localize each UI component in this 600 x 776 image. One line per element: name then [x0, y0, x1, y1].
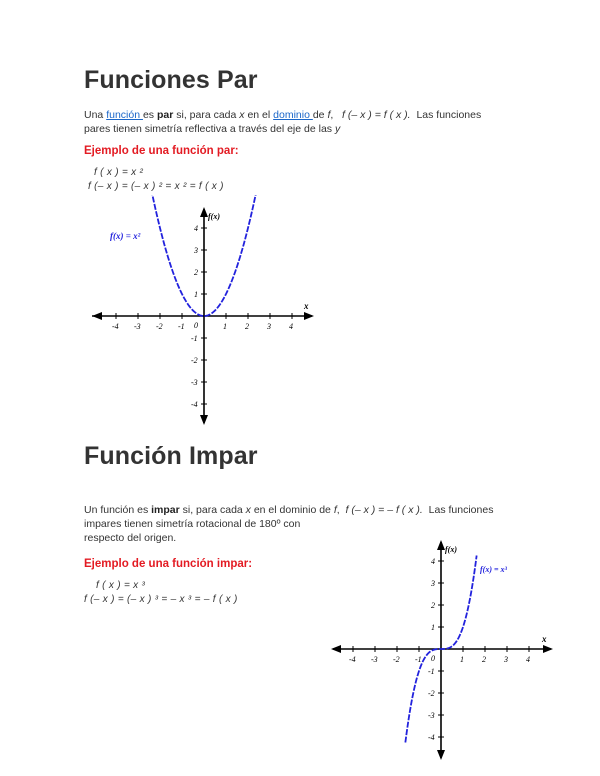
text: ,	[330, 109, 343, 121]
y-axis-arrow-up	[437, 540, 445, 550]
text: Las funciones	[410, 109, 482, 121]
inline-formula-even: f (– x ) = f ( x ).	[342, 109, 411, 121]
graph-even-function	[80, 195, 330, 430]
x-tick-label: -1	[178, 322, 185, 331]
example-title-even: Ejemplo de una función par:	[84, 145, 239, 157]
y-tick-label: 3	[194, 246, 198, 255]
y-axis-label: f(x)	[445, 545, 457, 554]
var-x: x	[245, 504, 251, 516]
graph-odd-function	[325, 532, 560, 772]
y-tick-label: -1	[428, 667, 435, 676]
x-tick-label: -4	[112, 322, 119, 331]
title-even-functions: Funciones Par	[84, 66, 258, 94]
formula-even-2: f (– x ) = (– x ) ² = x ² = f ( x )	[88, 181, 224, 192]
y-tick-label: 3	[431, 579, 435, 588]
origin-label: 0	[194, 321, 198, 330]
y-tick-label: -4	[191, 400, 198, 409]
link-dominio[interactable]: dominio	[273, 109, 313, 121]
x-tick-label: -1	[415, 655, 422, 664]
text: Un función es	[84, 504, 152, 516]
x-tick-label: -3	[134, 322, 141, 331]
example-title-odd: Ejemplo de una función impar:	[84, 558, 253, 570]
var-y: y	[334, 123, 341, 135]
paragraph-even-line1	[84, 108, 544, 122]
function-label-odd: f(x) = x³	[480, 565, 507, 574]
paragraph-even-definition	[84, 108, 544, 136]
x-tick-label: -2	[393, 655, 400, 664]
x-tick-label: 3	[504, 655, 508, 664]
term-par: par	[156, 109, 174, 121]
x-tick-label: 2	[482, 655, 486, 664]
x-axis-arrow-left	[331, 645, 341, 653]
y-tick-label: 1	[194, 290, 198, 299]
text: Las funciones	[422, 504, 494, 516]
title-odd-functions: Función Impar	[84, 442, 258, 470]
paragraph-odd-line3: respecto del origen.	[84, 532, 177, 544]
paragraph-odd-line1	[84, 503, 544, 517]
text: es	[142, 109, 157, 121]
text: ,	[336, 504, 346, 516]
paragraph-odd-line2: impares tienen simetría rotacional de 180º con	[84, 518, 301, 530]
paragraph-even-line2	[84, 122, 544, 136]
link-funcion[interactable]: función	[106, 109, 143, 121]
y-tick-label: 2	[194, 268, 198, 277]
y-tick-label: -2	[428, 689, 435, 698]
origin-label: 0	[431, 654, 435, 663]
x-tick-label: 1	[460, 655, 464, 664]
x-tick-label: 3	[267, 322, 271, 331]
y-tick-label: -4	[428, 733, 435, 742]
x-tick-label: -4	[349, 655, 356, 664]
text: de	[312, 109, 328, 121]
var-x: x	[239, 109, 245, 121]
x-tick-label: 1	[223, 322, 227, 331]
y-axis-label: f(x)	[208, 212, 220, 221]
function-label-even: f(x) = x²	[110, 231, 141, 241]
x-tick-label: -3	[371, 655, 378, 664]
x-axis-arrow-right	[304, 312, 314, 320]
text: si, para cada	[173, 109, 240, 121]
x-tick-label: 4	[289, 322, 293, 331]
x-axis-arrow-right	[543, 645, 553, 653]
formula-odd-2: f (– x ) = (– x ) ³ = – x ³ = – f ( x )	[84, 594, 238, 605]
text: en el	[244, 109, 274, 121]
text: en el dominio de	[250, 504, 334, 516]
y-tick-label: -2	[191, 356, 198, 365]
var-f: f	[327, 109, 331, 121]
y-tick-label: 2	[431, 601, 435, 610]
var-f: f	[333, 504, 337, 516]
x-tick-label: 4	[526, 655, 530, 664]
y-tick-label: -3	[428, 711, 435, 720]
x-axis-arrow-left	[92, 312, 102, 320]
formula-even-1: f ( x ) = x ²	[94, 167, 144, 178]
y-axis-arrow-down	[200, 415, 208, 425]
x-tick-label: 2	[245, 322, 249, 331]
text: si, para cada	[179, 504, 246, 516]
x-tick-label: -2	[156, 322, 163, 331]
y-tick-label: 4	[194, 224, 198, 233]
y-tick-label: -3	[191, 378, 198, 387]
text: pares tienen simetría reflectiva a través del eje de las	[84, 123, 335, 135]
text: Una	[84, 109, 107, 121]
inline-formula-odd: f (– x ) = – f ( x ).	[345, 504, 423, 516]
y-axis-arrow-down	[437, 750, 445, 760]
y-tick-label: 1	[431, 623, 435, 632]
y-tick-label: -1	[191, 334, 198, 343]
y-tick-label: 4	[431, 557, 435, 566]
term-impar: impar	[151, 504, 180, 516]
x-axis-label: x	[304, 301, 309, 311]
y-axis-arrow-up	[200, 207, 208, 217]
formula-odd-1: f ( x ) = x ³	[96, 580, 146, 591]
x-axis-label: x	[542, 634, 547, 644]
